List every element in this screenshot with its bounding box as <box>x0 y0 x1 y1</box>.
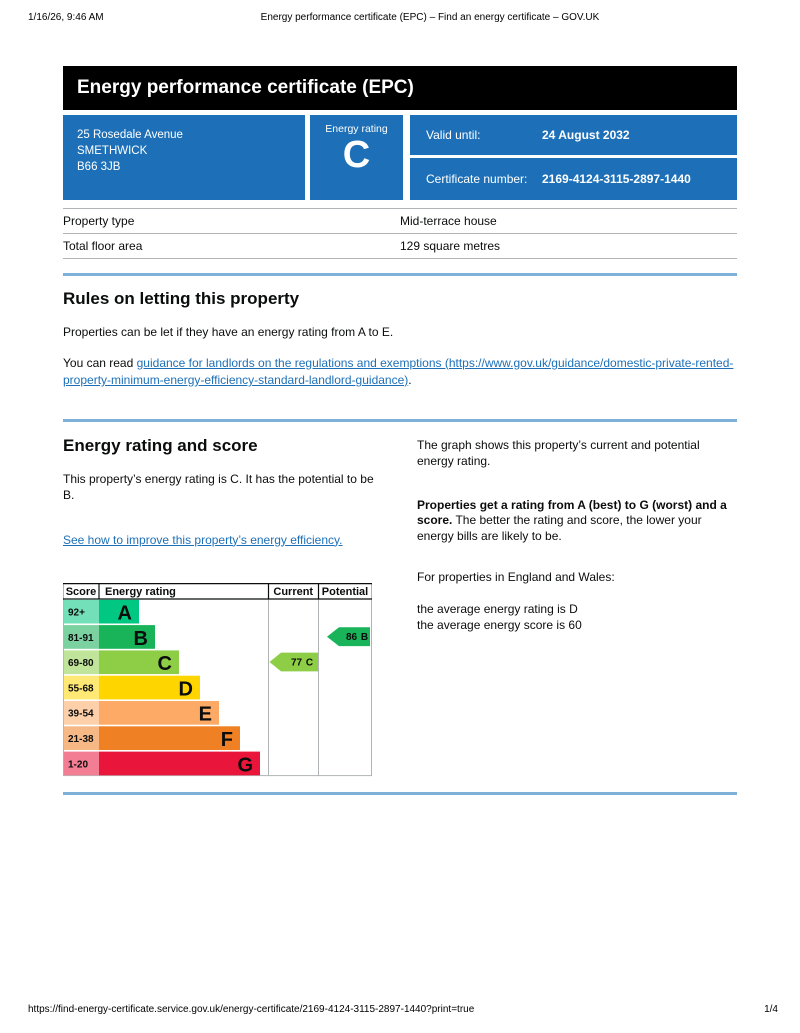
section-divider <box>63 792 737 795</box>
epc-banner <box>63 66 737 110</box>
landlord-guidance-paragraph <box>63 355 737 390</box>
rating-heading: Energy rating and score <box>63 436 258 456</box>
valid-until-label: Valid until: <box>426 128 481 142</box>
rules-heading: Rules on letting this property <box>63 289 300 308</box>
property-table-value: 129 square metres <box>400 239 501 253</box>
rating-intro: This property’s energy rating is C. It has the potential to be B. <box>63 472 374 502</box>
print-url: https://find-energy-certificate.service.gov.uk/energy-certificate/2169-4124-3115-2897-1440?print=true <box>28 1004 475 1015</box>
rating-explanation-rest: The better the rating and score, the lower your energy bills are likely to be. <box>417 513 702 543</box>
epc-rating-chart <box>63 583 375 780</box>
band-letter-g: G <box>237 754 253 777</box>
score-range-g: 1-20 <box>68 759 89 771</box>
property-summary-table <box>63 208 737 259</box>
certificate-summary <box>63 115 737 200</box>
print-page-title: Energy performance certificate (EPC) – Find an energy certificate – GOV.UK <box>260 12 600 23</box>
chart-header-potential: Potential <box>321 585 369 598</box>
rating-right-column <box>417 422 733 780</box>
certificate-number-value: 2169-4124-3115-2897-1440 <box>542 172 691 186</box>
band-letter-a: A <box>117 602 132 625</box>
potential-rating-arrow-band: B <box>360 632 369 644</box>
address-line: SMETHWICK <box>77 145 148 158</box>
property-table-label: Total floor area <box>63 239 143 253</box>
rating-explanation <box>417 498 733 545</box>
read-prefix: You can read <box>63 355 137 370</box>
current-rating-arrow-band: C <box>305 657 314 669</box>
valid-until-value: 24 August 2032 <box>542 128 630 142</box>
band-letter-d: D <box>178 678 193 701</box>
score-range-d: 55-68 <box>68 683 94 695</box>
print-page-number: 1/4 <box>764 1004 778 1015</box>
certificate-details <box>410 115 737 200</box>
band-g <box>99 752 260 776</box>
section-divider <box>63 273 737 276</box>
score-range-b: 81-91 <box>68 632 94 644</box>
energy-rating-label: Energy rating <box>325 123 388 135</box>
epc-chart-svg <box>63 583 372 777</box>
energy-rating-section <box>63 422 737 780</box>
rating-left-column <box>63 422 375 780</box>
chart-header-score: Score <box>65 585 97 598</box>
browser-print-footer <box>0 1004 800 1018</box>
chart-header-energy-rating: Energy rating <box>105 585 176 598</box>
energy-rating-box <box>310 115 403 200</box>
band-letter-f: F <box>220 728 233 751</box>
band-letter-e: E <box>198 703 212 726</box>
valid-until-box <box>410 115 737 155</box>
read-suffix: . <box>408 372 412 387</box>
energy-rating-value: C <box>342 134 371 176</box>
landlord-guidance-link[interactable]: guidance for landlords on the regulations and exemptions (https://www.gov.uk/guidance/domestic-private-rented-property-minimum-energy-efficiency-standard-landlord-guidance) <box>63 355 734 387</box>
score-range-e: 39-54 <box>68 708 94 720</box>
chart-header-current: Current <box>273 585 314 598</box>
average-score-line: the average energy score is 60 <box>417 617 582 632</box>
certificate-number-label: Certificate number: <box>426 172 528 186</box>
england-wales-line: For properties in England and Wales: <box>417 570 615 585</box>
score-range-c: 69-80 <box>68 658 94 670</box>
potential-rating-arrow-score: 86 <box>345 632 358 644</box>
rating-explanation-bold: Properties get a rating from A (best) to G (worst) and a score. <box>417 497 727 528</box>
improve-efficiency-link[interactable]: See how to improve this property’s energy efficiency. <box>63 532 343 547</box>
band-letter-b: B <box>133 627 148 650</box>
band-letter-c: C <box>157 653 172 676</box>
graph-intro: The graph shows this property’s current and potential energy rating. <box>417 438 700 468</box>
certificate-page <box>63 66 737 795</box>
score-range-f: 21-38 <box>68 733 94 745</box>
property-table-label: Property type <box>63 214 135 228</box>
epc-banner-title: Energy performance certificate (EPC) <box>77 77 414 98</box>
address-line: B66 3JB <box>77 161 121 174</box>
property-table-value: Mid-terrace house <box>400 214 497 228</box>
print-datetime: 1/16/26, 9:46 AM <box>28 12 104 23</box>
property-address <box>63 115 305 200</box>
average-rating-line: the average energy rating is D <box>417 601 578 616</box>
address-line: 25 Rosedale Avenue <box>77 129 183 141</box>
certificate-number-box <box>410 158 737 200</box>
average-lines <box>417 602 733 633</box>
current-rating-arrow-score: 77 <box>290 657 303 669</box>
band-f <box>99 726 240 750</box>
property-table-row <box>63 209 737 234</box>
browser-print-header <box>0 12 800 26</box>
rules-paragraph: Properties can be let if they have an energy rating from A to E. <box>63 325 394 339</box>
score-range-a: 92+ <box>68 607 85 619</box>
property-table-row <box>63 234 737 259</box>
